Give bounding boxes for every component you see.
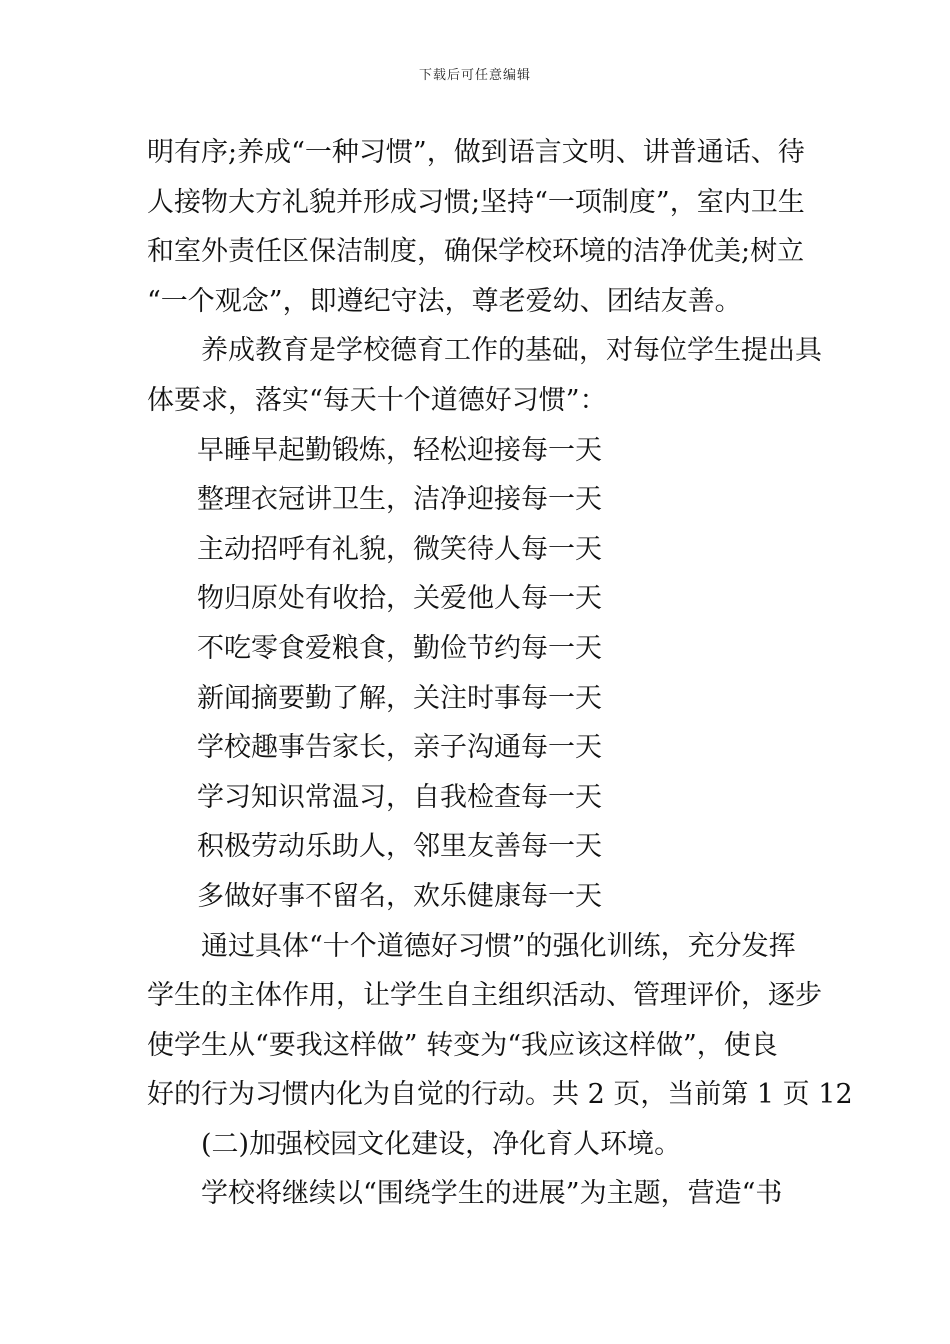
paragraph-first-line: 通过具体“十个道德好习惯”的强化训练，充分发挥 bbox=[201, 930, 796, 962]
body-line: 和室外责任区保洁制度，确保学校环境的洁净优美;树立 bbox=[147, 236, 805, 268]
paragraph-first-line: 养成教育是学校德育工作的基础，对每位学生提出具 bbox=[201, 335, 822, 367]
body-line: 人接物大方礼貌并形成习惯;坚持“一项制度”，室内卫生 bbox=[147, 186, 805, 218]
habit-line: 新闻摘要勤了解，关注时事每一天 bbox=[197, 682, 602, 714]
body-line: “一个观念”，即遵纪守法，尊老爱幼、团结友善。 bbox=[147, 285, 742, 317]
habit-line: 学校趣事告家长，亲子沟通每一天 bbox=[197, 732, 602, 764]
habit-line: 不吃零食爱粮食，勤俭节约每一天 bbox=[197, 632, 602, 664]
body-line: 好的行为习惯内化为自觉的行动。共 2 页，当前第 1 页 12 bbox=[147, 1079, 853, 1111]
habit-line: 积极劳动乐助人，邻里友善每一天 bbox=[197, 831, 602, 863]
habit-line: 整理衣冠讲卫生，洁净迎接每一天 bbox=[197, 484, 602, 516]
body-line: 明有序;养成“一种习惯”，做到语言文明、讲普通话、待 bbox=[147, 137, 805, 168]
habit-line: 多做好事不留名，欢乐健康每一天 bbox=[197, 880, 602, 912]
habit-line: 早睡早起勤锻炼，轻松迎接每一天 bbox=[197, 434, 602, 466]
body-line: 体要求，落实“每天十个道德好习惯”： bbox=[147, 384, 607, 416]
section-heading: (二)加强校园文化建设，净化育人环境。 bbox=[201, 1128, 682, 1160]
body-line: 使学生从“要我这样做” 转变为“我应该这样做”，使良 bbox=[147, 1029, 778, 1061]
document-body bbox=[147, 128, 853, 1219]
paragraph-first-line: 学校将继续以“围绕学生的进展”为主题，营造“书 bbox=[201, 1178, 783, 1210]
habit-line: 主动招呼有礼貌，微笑待人每一天 bbox=[197, 533, 602, 565]
body-line: 学生的主体作用，让学生自主组织活动、管理评价，逐步 bbox=[147, 980, 822, 1012]
habit-line: 学习知识常温习，自我检查每一天 bbox=[197, 781, 602, 813]
habit-line: 物归原处有收拾，关爱他人每一天 bbox=[197, 583, 602, 615]
page-header: 下载后可任意编辑 bbox=[418, 68, 531, 83]
